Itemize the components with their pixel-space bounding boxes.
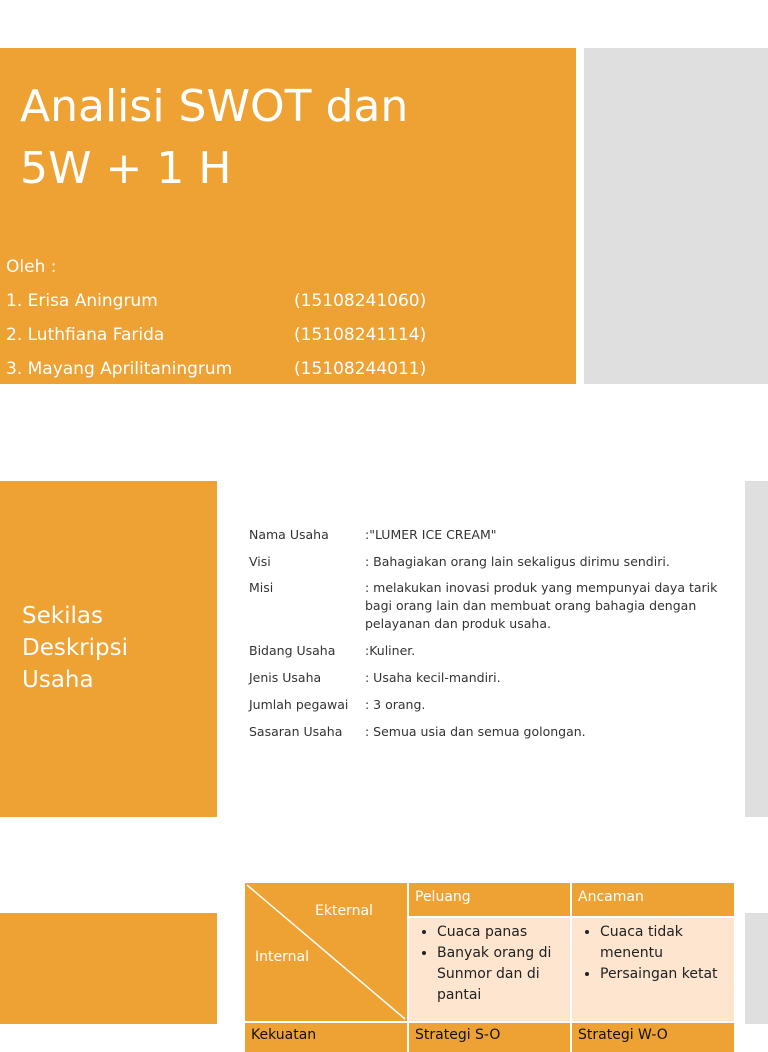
peluang-list [415,922,564,1006]
author-id: (15108244011) [294,359,427,379]
list-item: • Persaingan ketat [600,964,728,985]
desc-label: Bidang Usaha [249,643,336,658]
author-name: 3. Mayang Aprilitaningrum [6,359,233,379]
desc-row [249,723,729,741]
strategy-so-cell: Strategi S-O [408,1022,571,1052]
desc-row [249,696,729,714]
desc-value: : 3 orang. [365,697,426,712]
slide1-side-panel [584,48,768,384]
desc-row [249,553,729,571]
desc-label: Nama Usaha [249,527,329,542]
desc-row [249,642,729,660]
title-line-1: Analisi SWOT dan [20,81,409,132]
title-line-1: Sekilas [22,603,103,629]
slide3-title-panel [0,913,217,1024]
author-id: (15108241060) [294,291,427,311]
list-item: • Cuaca tidak menentu [600,922,728,964]
ancaman-list [578,922,728,985]
strategy-wo-cell: Strategi W-O [571,1022,734,1052]
internal-label: Internal [255,949,309,965]
kekuatan-label: Kekuatan [245,1022,408,1052]
desc-label: Jenis Usaha [249,670,322,685]
desc-label: Jumlah pegawai [249,697,349,712]
author-row [6,356,566,390]
author-id: (15108241114) [294,325,427,345]
desc-label: Sasaran Usaha [249,724,343,739]
title-line-3: Usaha [22,667,94,693]
desc-value: : Usaha kecil-mandiri. [365,670,501,685]
desc-value: :Kuliner. [365,643,416,658]
slide1-title [20,76,560,200]
list-item: • Cuaca panas [437,922,564,943]
peluang-list-cell [408,917,571,1022]
desc-row [249,669,729,687]
desc-value: : Semua usia dan semua golongan. [365,724,586,739]
by-label: Oleh : [6,257,57,277]
slide2-title [22,600,128,696]
title-line-2: Deskripsi [22,635,128,661]
business-description [249,526,729,741]
ancaman-header: Ancaman [571,883,734,917]
author-row [6,288,566,322]
external-label: Ekternal [315,903,373,919]
desc-value: : Bahagiakan orang lain sekaligus dirimu sendiri. [365,554,670,569]
desc-label: Misi [249,580,274,595]
desc-row [249,526,729,544]
desc-value: :"LUMER ICE CREAM" [365,527,497,542]
desc-label: Visi [249,554,271,569]
diagonal-header-cell [245,883,408,1022]
author-name: 1. Erisa Aningrum [6,291,158,311]
author-name: 2. Luthfiana Farida [6,325,165,345]
desc-value: : melakukan inovasi produk yang mempunyai daya tarik bagi orang lain dan membuat orang bahagia dengan pelayanan dan produk usaha. [365,580,718,631]
list-item: • Banyak orang di Sunmor dan di pantai [437,943,564,1006]
slide3-side-panel [745,913,768,1024]
desc-row [249,579,729,633]
author-list [6,254,566,390]
author-row [6,322,566,356]
swot-table [245,883,734,1052]
ancaman-list-cell [571,917,734,1022]
slide2-side-panel [745,481,768,817]
peluang-header: Peluang [408,883,571,917]
title-line-2: 5W + 1 H [20,143,232,194]
